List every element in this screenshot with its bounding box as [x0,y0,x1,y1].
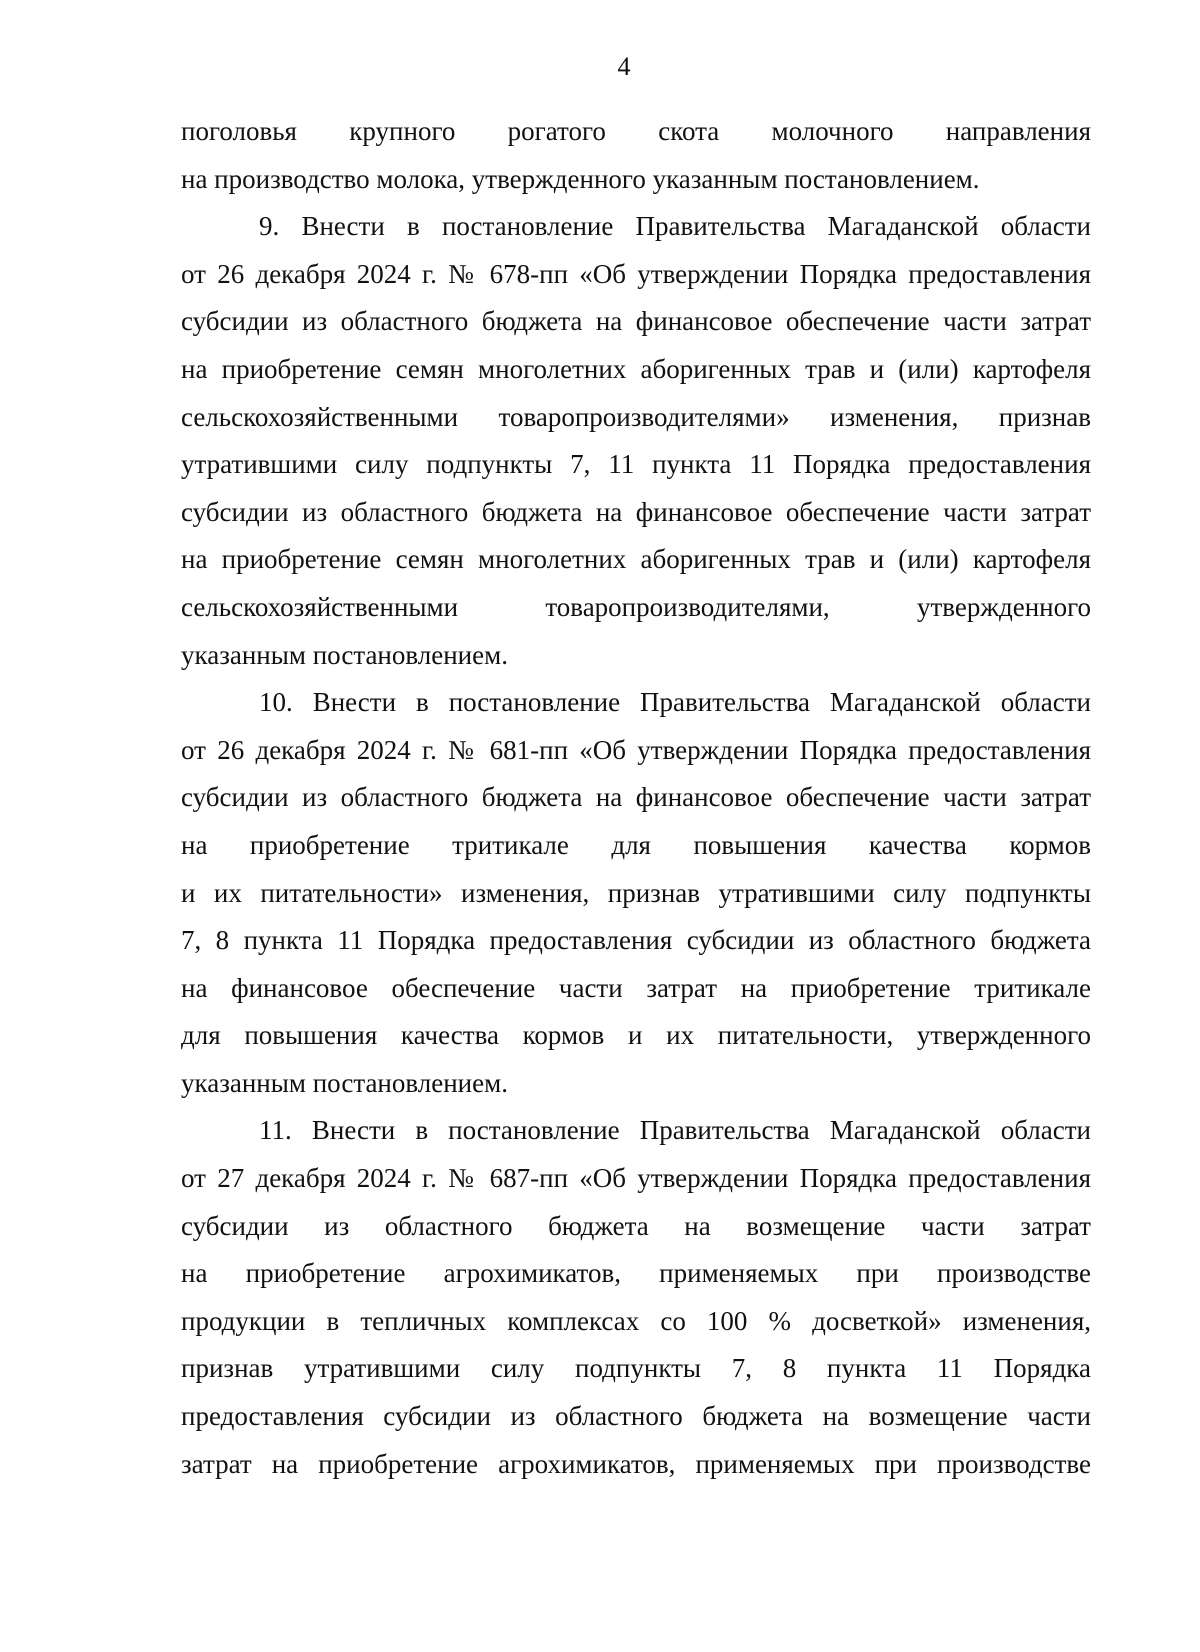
text-line: продукции в тепличных комплексах со 100 % досветкой» изменения, [181,1305,1091,1336]
text-line: для повышения качества кормов и их питательности, утвержденного [181,1020,1091,1051]
text-line: субсидии из областного бюджета на финансовое обеспечение части затрат [181,782,1091,813]
text-line: на производство молока, утвержденного указанным постановлением. [181,163,980,194]
text-line: от 27 декабря 2024 г. № 687-пп «Об утверждении Порядка предоставления [181,1163,1091,1194]
text-line: от 26 декабря 2024 г. № 681-пп «Об утверждении Порядка предоставления [181,734,1091,765]
page-number: 4 [617,52,631,81]
text-line: субсидии из областного бюджета на финансовое обеспечение части затрат [181,496,1091,527]
text-line: на приобретение тритикале для повышения качества кормов [181,829,1091,860]
text-line: и их питательности» изменения, признав утратившими силу подпункты [181,877,1091,908]
text-line: признав утратившими силу подпункты 7, 8 пункта 11 Порядка [181,1353,1091,1384]
text-line: указанным постановлением. [181,1067,508,1098]
paragraph-11-start: 11. Внести в постановление Правительства Магаданской области [259,1115,1091,1146]
text-line: от 26 декабря 2024 г. № 678-пп «Об утверждении Порядка предоставления [181,258,1091,289]
text-line: на приобретение семян многолетних аборигенных трав и (или) картофеля [181,353,1091,384]
text-line: субсидии из областного бюджета на финансовое обеспечение части затрат [181,306,1091,337]
paragraph-10-start: 10. Внести в постановление Правительства Магаданской области [259,687,1091,718]
paragraph-9-start: 9. Внести в постановление Правительства Магаданской области [259,211,1091,242]
text-line: на приобретение агрохимикатов, применяемых при производстве [181,1258,1091,1289]
text-line: субсидии из областного бюджета на возмещение части затрат [181,1210,1091,1241]
text-line: указанным постановлением. [181,639,508,670]
text-line: поголовья крупного рогатого скота молочного направления [181,116,1091,146]
text-line: на финансовое обеспечение части затрат на приобретение тритикале [181,972,1091,1003]
text-line: на приобретение семян многолетних аборигенных трав и (или) картофеля [181,544,1091,575]
text-line: затрат на приобретение агрохимикатов, применяемых при производстве [181,1448,1091,1479]
document-body [181,108,1091,1488]
text-line: утратившими силу подпункты 7, 11 пункта 11 Порядка предоставления [181,449,1091,480]
text-line: сельскохозяйственными товаропроизводителями» изменения, признав [181,401,1091,432]
text-line: 7, 8 пункта 11 Порядка предоставления субсидии из областного бюджета [181,925,1091,956]
text-line: предоставления субсидии из областного бюджета на возмещение части [181,1401,1091,1432]
text-line: сельскохозяйственными товаропроизводителями, утвержденного [181,591,1091,622]
